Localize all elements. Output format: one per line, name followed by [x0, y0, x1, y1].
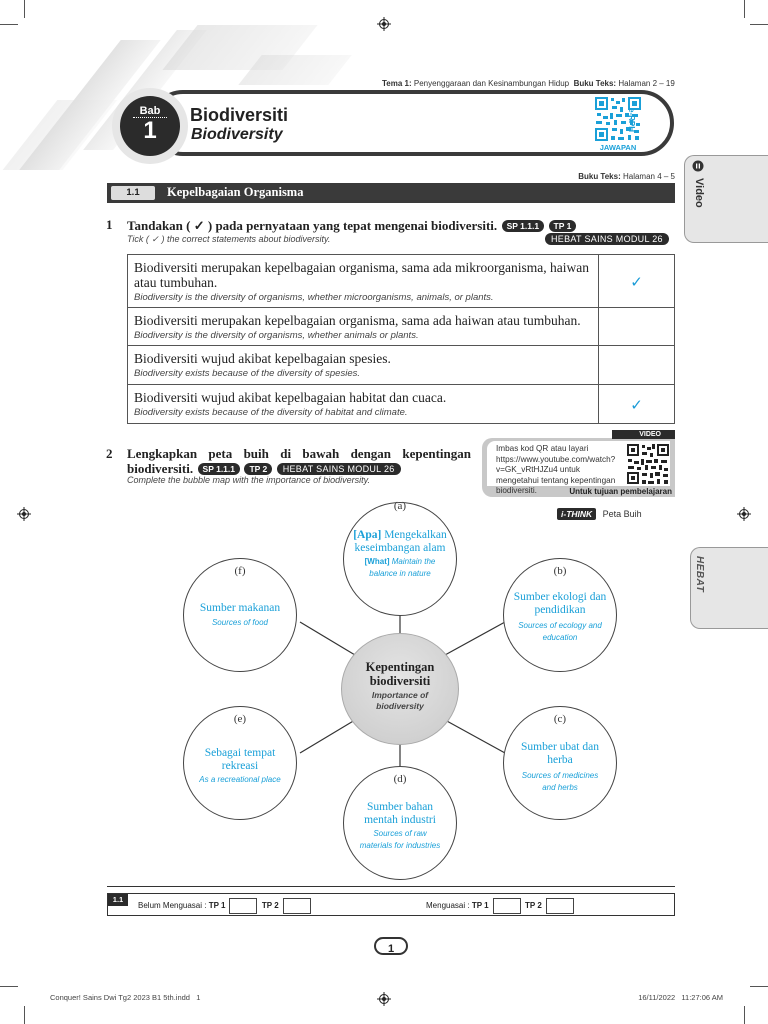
bubble-c: [503, 706, 617, 820]
footer-file: Conquer! Sains Dwi Tg2 2023 B1 5th.indd 1: [50, 993, 201, 1002]
q2-hebat-badge: HEBAT SAINS MODUL 26: [277, 463, 401, 475]
textbook-label: Buku Teks:: [573, 79, 617, 88]
bubble-answer-translation: [356, 556, 444, 580]
erph-caption: JAWAPAN: [599, 143, 637, 152]
section-textbook-label: Buku Teks:: [578, 172, 621, 181]
bubble-answer-translation: Sources of ecology and education: [518, 621, 602, 642]
statement-translation: Biodiversity is the diversity of organisms, whether microorganisms, animals, or plants.: [134, 292, 494, 303]
video-tab-label: Video: [693, 178, 705, 208]
theme-text: Penyenggaraan dan Kesinambungan Hidup: [413, 79, 570, 88]
bubble-center-title: Kepentingan biodiversiti: [365, 660, 435, 688]
check-icon: ✓: [630, 273, 643, 291]
q2-text-line2-text: biodiversiti.: [127, 461, 194, 476]
answer-tag: [Apa]: [353, 529, 382, 541]
bab-number: 1: [143, 117, 157, 144]
mastered-tp1-label: TP 1: [471, 901, 489, 911]
section-title: Kepelbagaian Organisma: [167, 185, 304, 199]
statement-text: Biodiversiti merupakan kepelbagaian organisma, sama ada mikroorganisma, haiwan atau tumbuhan.: [134, 260, 589, 290]
chapter-title: Biodiversiti: [190, 105, 289, 125]
video-box-text: Imbas kod QR atau layari https://www.youtube.com/watch?v=GK_vRtHJZu4 untuk mengetahui tentang kepentingan biodiversiti.: [496, 444, 616, 495]
mastery-section-text: 1.1: [112, 895, 124, 904]
mastered-tp2-box[interactable]: [546, 898, 574, 914]
bubble-label: (a): [393, 500, 407, 512]
ithink-logo: i-THINK: [557, 508, 596, 520]
bubble-b: [503, 558, 617, 672]
mastered-tp1-box[interactable]: [493, 898, 521, 914]
bubble-label: (f): [234, 565, 246, 577]
bubble-e: [183, 706, 297, 820]
chapter-subtitle: Biodiversity: [191, 126, 283, 143]
bubble-d: [343, 766, 457, 880]
video-box-caption: Untuk tujuan pembelajaran: [569, 487, 672, 496]
bubble-answer[interactable]: Sumber makanan: [199, 602, 281, 614]
answer-tag-en: [What]: [364, 557, 390, 566]
page-number-pill: [374, 937, 408, 955]
bubble-center-translation: Importance of biodiversity: [371, 690, 429, 711]
bubble-answer-translation: As a recreational place: [199, 775, 281, 784]
statement-text: Biodiversiti wujud akibat kepelbagaian habitat dan cuaca.: [134, 390, 447, 405]
q2-text-line1: Lengkapkan peta buih di bawah dengan kepentingan: [127, 446, 471, 461]
statement-text: Biodiversiti wujud akibat kepelbagaian spesies.: [134, 351, 391, 366]
q1-sp-badge: SP 1.1.1: [502, 220, 544, 232]
not-mastered-tp2-label: TP 2: [261, 901, 279, 911]
mastery-bar: [107, 886, 675, 887]
mastered-tp2-label: TP 2: [525, 901, 542, 911]
bubble-a: [343, 502, 457, 616]
statement-translation: Biodiversity exists because of the diversity of spesies.: [134, 368, 360, 379]
bubble-answer[interactable]: Sumber ubat dan herba: [521, 741, 599, 766]
bubble-answer[interactable]: [352, 529, 448, 555]
mastery-section: [108, 894, 128, 906]
bubble-answer[interactable]: Sumber bahan mentah industri: [364, 801, 436, 826]
erph-side-label: e-RPH: [627, 108, 636, 133]
bab-label: Bab: [133, 105, 167, 118]
q1-hebat-badge-text: HEBAT SAINS MODUL 26: [545, 233, 669, 245]
q1-translation: Tick ( ✓ ) the correct statements about biodiversity.: [127, 234, 331, 244]
q2-number: 2: [106, 446, 113, 461]
not-mastered-tp1-box[interactable]: [229, 898, 257, 914]
textbook-pages: Halaman 2 – 19: [618, 79, 675, 88]
section-number-text: 1.1: [126, 187, 140, 198]
bubble-center: [341, 633, 459, 745]
statement-text: Biodiversiti merupakan kepelbagaian organisma, sama ada haiwan atau tumbuhan.: [134, 313, 581, 328]
q1-number: 1: [106, 217, 113, 232]
mastered-label: Menguasai :: [426, 901, 470, 911]
bubble-answer[interactable]: Sebagai tempat rekreasi: [204, 747, 276, 772]
bubble-label: (e): [233, 713, 247, 725]
mastery-box: [107, 893, 675, 916]
not-mastered-group: [138, 898, 311, 914]
theme-label: Tema 1:: [382, 79, 412, 88]
bubble-answer-translation: Sources of food: [211, 618, 269, 627]
section-textbook-pages: Halaman 4 – 5: [622, 172, 675, 181]
bubble-label: (d): [393, 773, 407, 785]
bubble-f: [183, 558, 297, 672]
bubble-answer[interactable]: Sumber ekologi dan pendidikan: [513, 591, 607, 616]
answer-text: Mengekalkan keseimbangan alam: [354, 529, 447, 554]
bubble-label: (b): [553, 565, 567, 577]
q2-tp-badge: TP 2: [244, 463, 272, 475]
q1-text: Tandakan ( ✓ ) pada pernyataan yang tepat mengenai biodiversiti.: [127, 218, 498, 233]
q2-sp-badge: SP 1.1.1: [198, 463, 240, 475]
footer-timestamp: 16/11/2022 11:27:06 AM: [638, 993, 723, 1002]
video-tag-text: VIDEO: [639, 431, 661, 438]
check-icon: ✓: [630, 396, 643, 414]
q2-translation: Complete the bubble map with the importance of biodiversity.: [127, 475, 370, 485]
not-mastered-tp2-box[interactable]: [283, 898, 311, 914]
bubble-answer-translation: Sources of raw materials for industries: [359, 829, 441, 850]
not-mastered-tp1-label: TP 1: [208, 901, 226, 911]
ithink-map-type: Peta Buih: [602, 509, 642, 519]
mastered-group: [426, 898, 574, 914]
statement-translation: Biodiversity exists because of the diversity of habitat and climate.: [134, 407, 408, 418]
page-number: 1: [387, 943, 395, 955]
not-mastered-label: Belum Menguasai :: [138, 901, 207, 911]
bubble-label: (c): [553, 713, 567, 725]
bubble-answer-translation: Sources of medicines and herbs: [521, 771, 599, 792]
hebat-tab-label: HEBAT: [694, 556, 705, 593]
statement-translation: Biodiversity is the diversity of organisms, whether animals or plants.: [134, 330, 419, 341]
answer-text-en: Maintain the balance in nature: [369, 557, 436, 578]
q1-tp-badge: TP 1: [549, 220, 577, 232]
